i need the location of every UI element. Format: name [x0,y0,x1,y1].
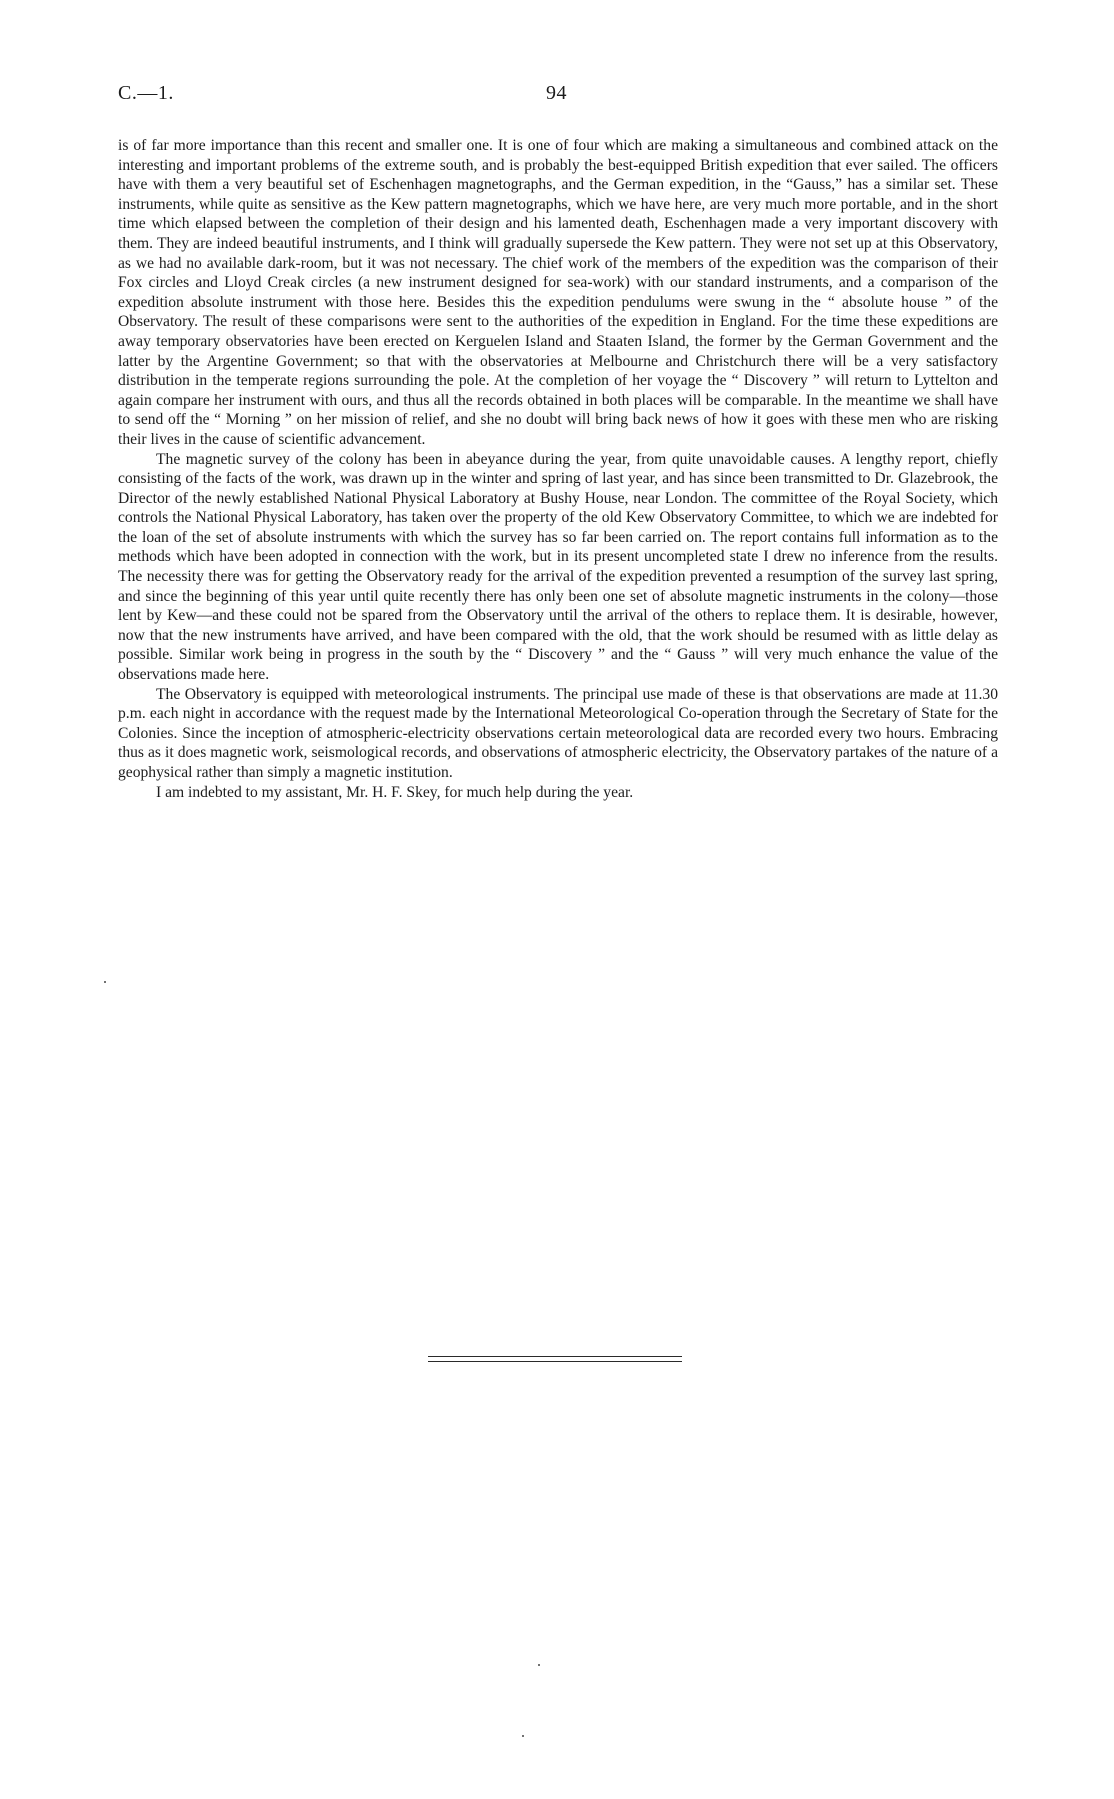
paragraph-meteorological: The Observatory is equipped with meteorological instruments. The principal use made of these is that observations are made at 11.30 p.m. each night in accordance with the request made by the International Meteorological Co-operation through the Secretary of State for the Colonies. Since the inception of atmospheric-electricity observations certain meteorological data are recorded every two hours. Embracing thus as it does magnetic work, seismological records, and observations of atmospheric electricity, the Observatory partakes of the nature of a geophysical rather than simply a magnetic institution. [118,685,998,781]
paragraph-magnetic-survey: The magnetic survey of the colony has been in abeyance during the year, from quite unavoidable causes. A lengthy report, chiefly consisting of the facts of the work, was drawn up in the winter and spring of last year, and has since been transmitted to Dr. Glazebrook, the Director of the newly established National Physical Laboratory at Bushy House, near London. The committee of the Royal Society, which controls the National Physical Laboratory, has taken over the property of the old Kew Observatory Committee, to which we are indebted for the loan of the set of absolute instruments with which the survey has so far been carried on. The report contains full information as to the methods which have been adopted in connection with the work, but in its present uncompleted state I drew no inference from the results. The necessity there was for getting the Observatory ready for the arrival of the expedition prevented a resumption of the survey last spring, and since the beginning of this year until quite recently there has only been one set of absolute magnetic instruments in the colony—those lent by Kew—and these could not be spared from the Observatory until the arrival of the others to replace them. It is desirable, however, now that the new instruments have arrived, and have been compared with the old, that the work should be resumed with as little delay as possible. Similar work being in progress in the south by the “ Discovery ” and the “ Gauss ” will very much enhance the value of the observations made here. [118,450,998,684]
closing-rule-bottom [428,1361,682,1362]
closing-rule-top [428,1356,682,1357]
paragraph-acknowledgement: I am indebted to my assistant, Mr. H. F. Skey, for much help during the year. [156,783,634,801]
margin-speck [522,1735,524,1737]
body-text [118,136,998,802]
page-number: 94 [546,82,567,104]
paragraph-expedition: is of far more importance than this recent and smaller one. It is one of four which are making a simultaneous and combined attack on the interesting and important problems of the extreme south, and is probably the best-equipped British expedition that ever sailed. The officers have with them a very beautiful set of Eschenhagen magnetographs, and the German expedition, in the “Gauss,” has a similar set. These instruments, while quite as sensitive as the Kew pattern magnetographs, which we have here, are very much more portable, and in the short time which elapsed between the completion of their design and his lamented death, Eschenhagen made a very important discovery with them. They are indeed beautiful instruments, and I think will gradually supersede the Kew pattern. They were not set up at this Observatory, as we had no available dark-room, but it was not necessary. The chief work of the members of the expedition was the comparison of their Fox circles and Lloyd Creak circles (a new instrument designed for sea-work) with our standard instruments, and a comparison of the expedition absolute instrument with those here. Besides this the expedition pendulums were swung in the “ absolute house ” of the Observatory. The result of these comparisons were sent to the authorities of the expedition in England. For the time these expeditions are away temporary observatories have been erected on Kerguelen Island and Staaten Island, the former by the German Government and the latter by the Argentine Government; so that with the observatories at Melbourne and Christchurch there will be a very satisfactory distribution in the temperate regions surrounding the pole. At the completion of her voyage the “ Discovery ” will return to Lyttelton and again compare her instrument with ours, and thus all the records obtained in both places will be comparable. In the meantime we shall have to send off the “ Morning ” on her mission of relief, and she no doubt will bring back news of how it goes with these men who are risking their lives in the cause of scientific advancement. [118,137,998,448]
page-header [118,82,998,112]
series-reference: C.—1. [118,82,174,104]
margin-speck [104,981,106,983]
margin-speck [538,1664,540,1666]
closing-double-rule [428,1356,682,1364]
